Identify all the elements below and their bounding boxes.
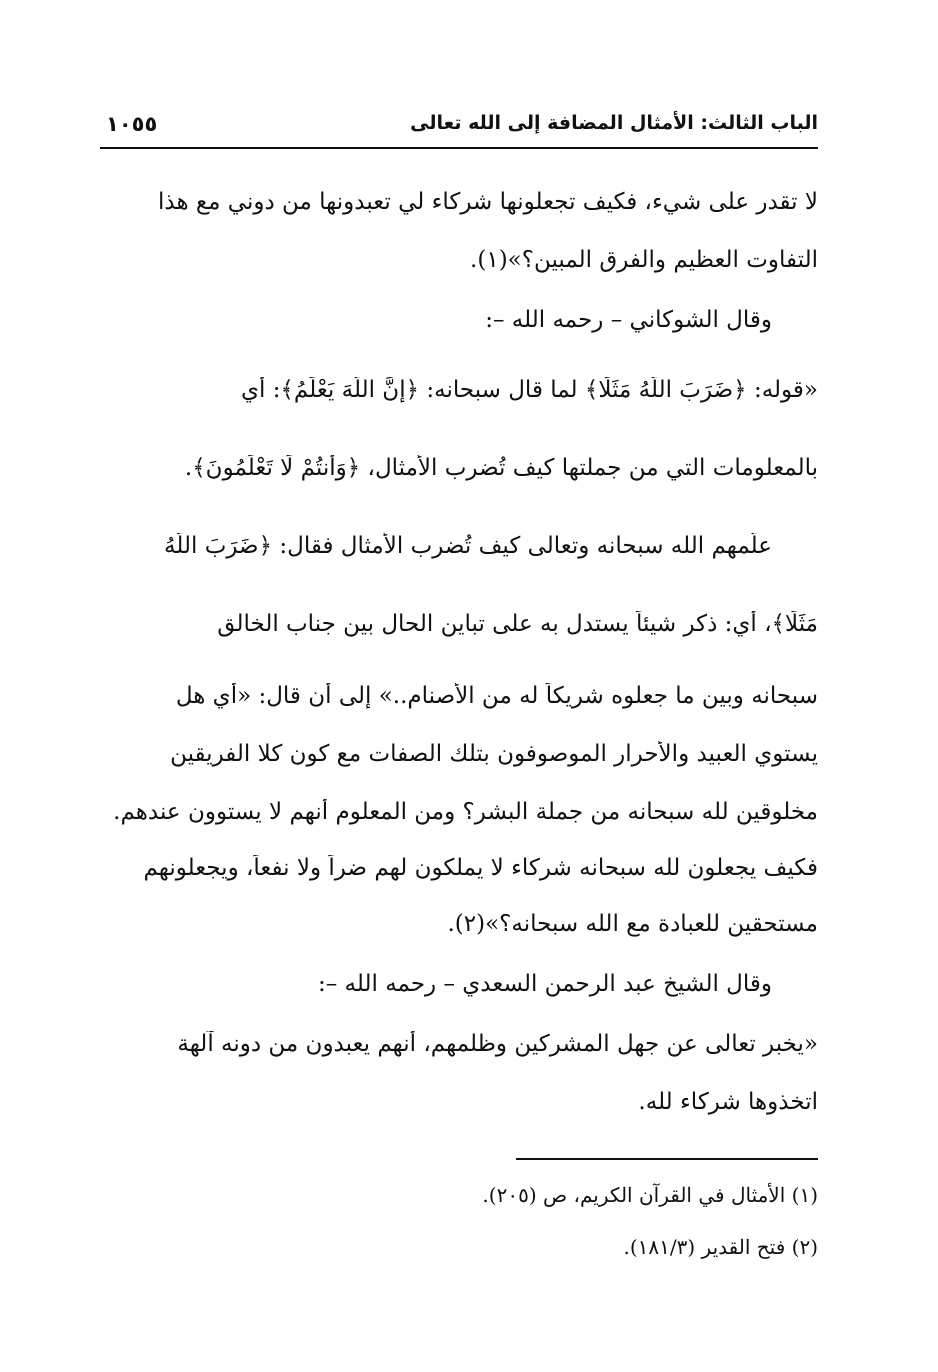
text-line: علّمهم الله سبحانه وتعالى كيف تُضرب الأمثال فقال: ﴿ضَرَبَ اللَّهُ <box>164 533 772 559</box>
footnote: (١) الأمثال في القرآن الكريم، ص (٢٠٥). <box>482 1183 818 1207</box>
header-rule <box>100 147 818 149</box>
text-line: مَثَلًا﴾، أي: ذكر شيئاً يستدل به على تباين الحال بين جناب الخالق <box>217 611 818 637</box>
footnotes <box>102 1183 818 1287</box>
text-line: مخلوقين لله سبحانه من جملة البشر؟ ومن المعلوم أنهم لا يستوون عندهم. <box>113 799 818 825</box>
text-line: «يخبر تعالى عن جهل المشركين وظلمهم، أنهم يعبدون من دونه آلهة <box>177 1031 818 1057</box>
footnote: (٢) فتح القدير (١٨١/٣). <box>623 1235 818 1259</box>
text-line: التفاوت العظيم والفرق المبين؟»(١). <box>470 247 818 273</box>
text-line: لا تقدر على شيء، فكيف تجعلونها شركاء لي تعبدونها من دوني مع هذا <box>158 189 818 215</box>
text-line: سبحانه وبين ما جعلوه شريكاً له من الأصنام..» إلى أن قال: «أي هل <box>175 683 818 709</box>
text-line: وقال الشوكاني – رحمه الله –: <box>485 307 772 333</box>
text-line: «قوله: ﴿ضَرَبَ اللَّهُ مَثَلًا﴾ لما قال سبحانه: ﴿إِنَّ اللَّهَ يَعْلَمُ﴾: أي <box>240 377 818 403</box>
text-line: يستوي العبيد والأحرار الموصوفون بتلك الصفات مع كون كلا الفريقين <box>170 741 818 767</box>
text-line: مستحقين للعبادة مع الله سبحانه؟»(٢). <box>447 911 818 937</box>
footnote-separator <box>516 1158 818 1160</box>
text-line: بالمعلومات التي من جملتها كيف تُضرب الأمثال، ﴿وَأَنتُمْ لَا تَعْلَمُونَ﴾. <box>184 455 818 481</box>
text-line: فكيف يجعلون لله سبحانه شركاء لا يملكون لهم ضراً ولا نفعاً، ويجعلونهم <box>143 855 818 881</box>
text-line: اتخذوها شركاء لله. <box>638 1089 818 1115</box>
running-header <box>100 104 818 144</box>
chapter-title: الباب الثالث: الأمثال المضافة إلى الله تعالى <box>410 112 818 134</box>
page-number: ١٠٥٥ <box>106 112 158 136</box>
text-line: وقال الشيخ عبد الرحمن السعدي – رحمه الله –: <box>318 971 772 997</box>
